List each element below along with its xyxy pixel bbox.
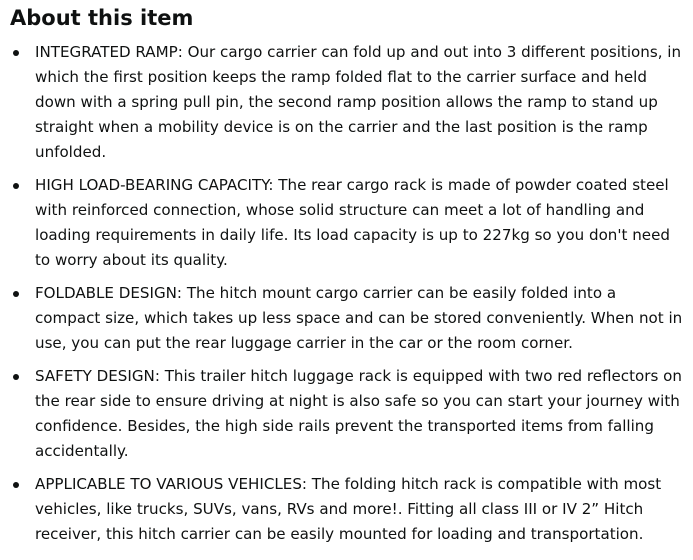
feature-bullet-text: APPLICABLE TO VARIOUS VEHICLES: The folding hitch rack is compatible with most vehicles, like trucks, SUVs, vans, RVs and more!. Fitting all class III or IV 2” Hitch receiver, this hitch carrier can be easily mounted for loading and transportation. [35, 475, 662, 543]
feature-bullet-text: HIGH LOAD-BEARING CAPACITY: The rear cargo rack is made of powder coated steel with reinforced connection, whose solid structure can meet a lot of handling and loading requirements in daily life. Its load capacity is up to 227kg so you don't need to worry about its quality. [35, 176, 670, 269]
feature-bullet-text: INTEGRATED RAMP: Our cargo carrier can fold up and out into 3 different positions, in which the first position keeps the ramp folded flat to the carrier surface and held down with a spring pull pin, the second ramp position allows the ramp to stand up straight when a mobility device is on the carrier and the last position is the ramp unfolded. [35, 43, 682, 161]
bullet-dot-icon [13, 374, 19, 380]
bullet-dot-icon [13, 183, 19, 189]
bullet-dot-icon [13, 50, 19, 56]
feature-bullet-integrated-ramp [10, 40, 685, 165]
feature-bullet-list [10, 40, 685, 547]
bullet-dot-icon [13, 291, 19, 297]
feature-bullet-safety-design [10, 364, 685, 464]
feature-bullet-text: FOLDABLE DESIGN: The hitch mount cargo carrier can be easily folded into a compact size, which takes up less space and can be stored conveniently. When not in use, you can put the rear luggage carrier in the car or the room corner. [35, 284, 683, 352]
section-title: About this item [10, 6, 194, 30]
feature-bullet-vehicle-compatibility [10, 472, 685, 547]
bullet-dot-icon [13, 482, 19, 488]
feature-bullet-foldable-design [10, 281, 685, 356]
feature-bullet-load-capacity [10, 173, 685, 273]
feature-bullet-text: SAFETY DESIGN: This trailer hitch luggage rack is equipped with two red reflectors on the rear side to ensure driving at night is also safe so you can start your journey with confidence. Besides, the high side rails prevent the transported items from falling accidentally. [35, 367, 682, 460]
